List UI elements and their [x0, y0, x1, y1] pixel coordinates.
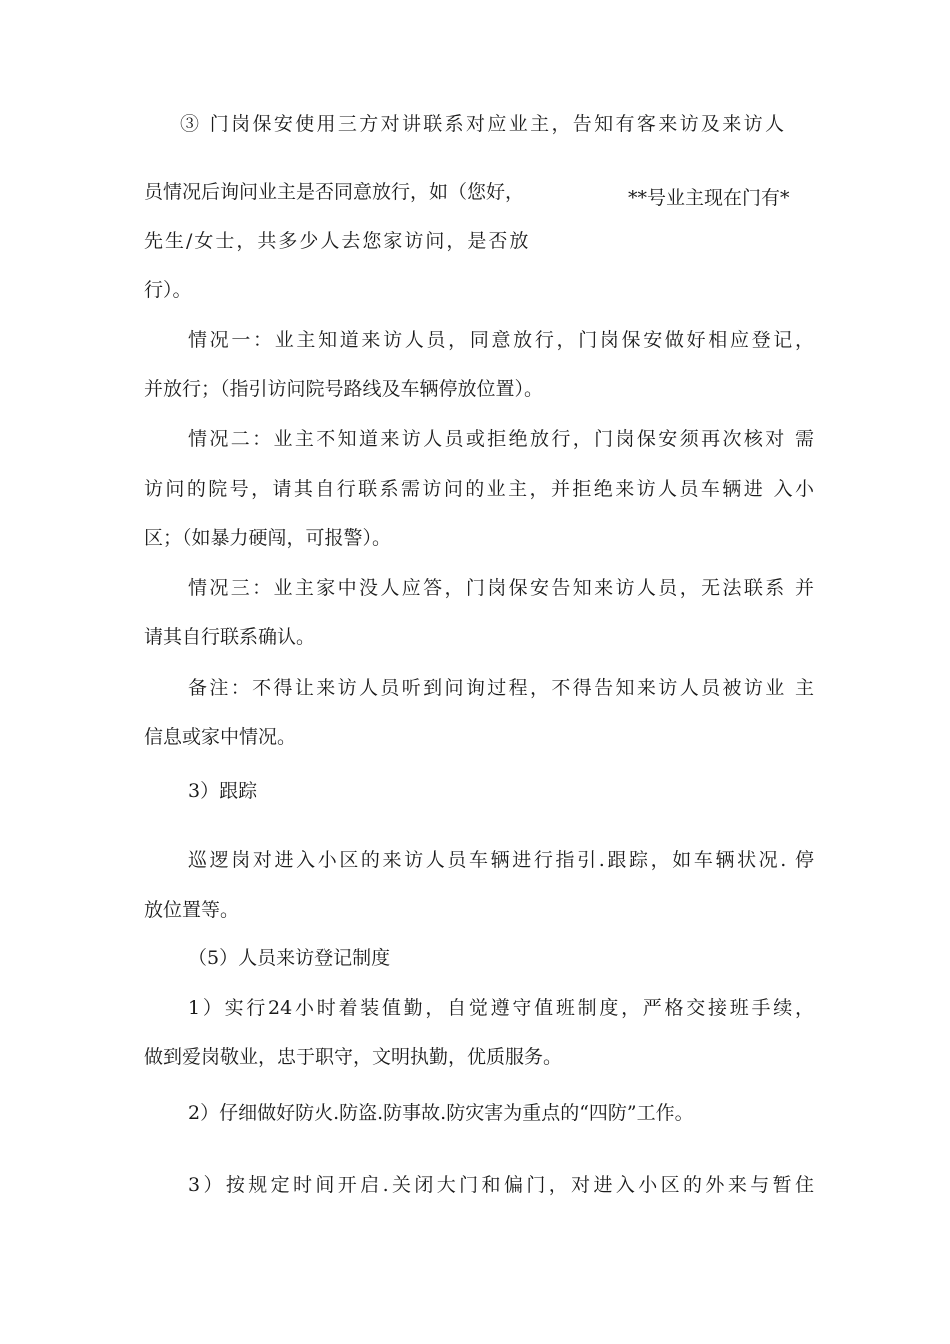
paragraph-line: 备注：不得让来访人员听到问询过程，不得告知来访人员被访业 主: [188, 677, 814, 699]
paragraph-line: 情况三：业主家中没人应答，门岗保安告知来访人员，无法联系 并: [188, 577, 814, 599]
paragraph-line: 行）。: [144, 279, 192, 301]
paragraph-line: 信息或家中情况。: [144, 726, 297, 748]
paragraph-line: 放位置等。: [144, 899, 240, 921]
section-heading: 3）跟踪: [188, 780, 258, 802]
paragraph-line: 访问的院号，请其自行联系需访问的业主，并拒绝来访人员车辆进 入小: [144, 478, 814, 500]
paragraph-line: 情况一：业主知道来访人员，同意放行，门岗保安做好相应登记，: [188, 329, 814, 351]
paragraph-line: 3）按规定时间开启.关闭大门和偏门，对进入小区的外来与暂住: [188, 1174, 814, 1196]
paragraph-line: 员情况后询问业主是否同意放行，如（您好，: [144, 181, 525, 203]
paragraph-line: 请其自行联系确认。: [144, 626, 316, 648]
section-heading: （5）人员来访登记制度: [188, 947, 391, 969]
paragraph-line: 巡逻岗对进入小区的来访人员车辆进行指引.跟踪，如车辆状况. 停: [188, 849, 814, 871]
paragraph-line: 1）实行24小时着装值勤，自觉遵守值班制度，严格交接班手续，: [188, 997, 814, 1019]
paragraph-line: 情况二：业主不知道来访人员或拒绝放行，门岗保安须再次核对 需: [188, 428, 814, 450]
paragraph-line: 先生/女士，共多少人去您家访问，是否放: [144, 230, 531, 252]
paragraph-side-text: **号业主现在门有*: [628, 187, 790, 209]
paragraph-line: 做到爱岗敬业，忠于职守，文明执勤，优质服务。: [144, 1046, 563, 1068]
paragraph-line: 并放行；（指引访问院号路线及车辆停放位置）。: [144, 378, 544, 400]
paragraph-line: ③ 门岗保安使用三方对讲联系对应业主，告知有客来访及来访人: [180, 113, 784, 135]
paragraph-line: 2）仔细做好防火.防盗.防事故.防灾害为重点的“四防”工作。: [188, 1102, 694, 1124]
paragraph-line: 区；（如暴力硬闯，可报警）。: [144, 527, 392, 549]
